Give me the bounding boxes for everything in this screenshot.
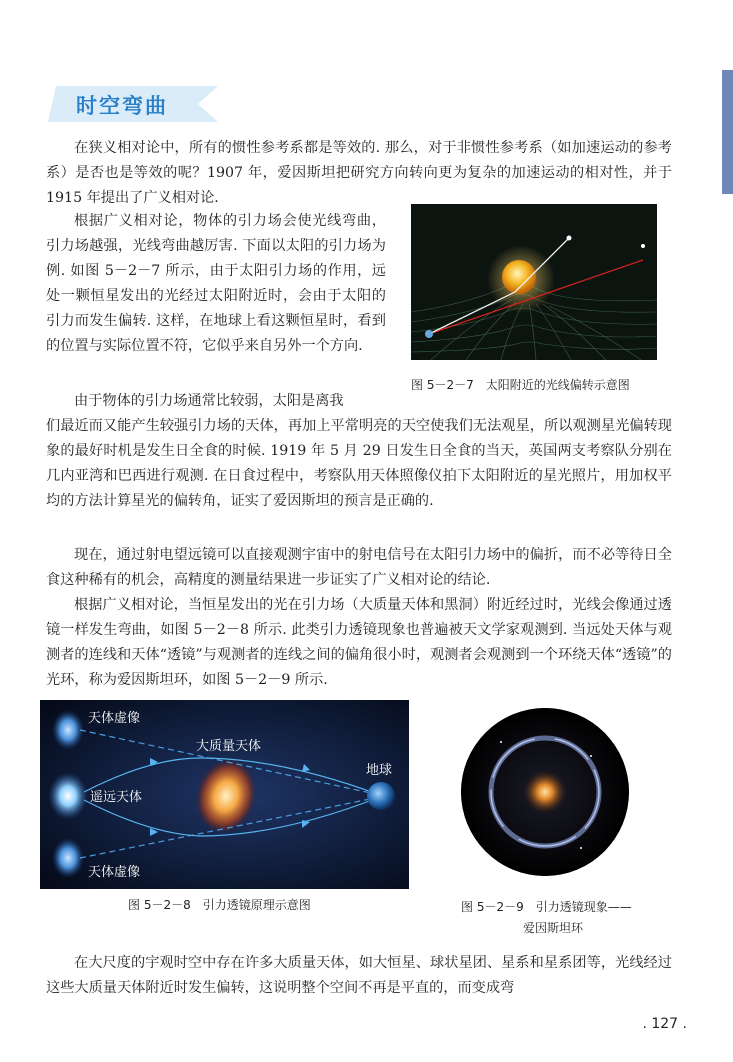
figure-5-2-8-caption: 图 5－2－8 引力透镜原理示意图 [128, 898, 311, 912]
paragraph-1: 在狭义相对论中，所有的惯性参考系都是等效的. 那么，对于非惯性参考系（如加速运动的参考系）是否也是等效的呢？1907 年，爱因斯坦把研究方向转向更为复杂的加速运动的相对性，并于 1915 年提出了广义相对论. [46, 140, 672, 206]
figure-5-2-9-caption-line2: 爱因斯坦环 [523, 921, 584, 935]
einstein-ring-photo [461, 708, 629, 876]
paragraph-5: 根据广义相对论，当恒星发出的光在引力场（大质量天体和黑洞）附近经过时，光线会像通过透镜一样发生弯曲，如图 5－2－8 所示. 此类引力透镜现象也普遍被天文学家观测到. 当远处天体与观测者的连线和天体“透镜”与观测者的连线之间的偏角很小时，观测者会观测到一个环绕天体“透镜”的光环，称为爱因斯坦环，如图 5－2－9 所示. [46, 597, 672, 688]
light-deflection-illustration [411, 204, 657, 360]
label-virtual-image-bottom: 天体虚像 [88, 865, 141, 880]
lensing-galaxy-icon [523, 770, 567, 814]
figure-light-deflection [411, 204, 657, 360]
section-title: 时空弯曲 [76, 94, 168, 118]
figure-5-2-7-caption: 图 5－2－7 太阳附近的光线偏转示意图 [411, 378, 630, 392]
label-earth: 地球 [366, 763, 393, 778]
virtual-image-bottom-icon [52, 838, 84, 878]
label-virtual-image-top: 天体虚像 [88, 711, 141, 726]
paragraph-4: 现在，通过射电望远镜可以直接观测宇宙中的射电信号在太阳引力场中的偏折，而不必等待日全食这种稀有的机会，高精度的测量结果进一步证实了广义相对论的结论. [46, 547, 672, 588]
figure-gravitational-lens [40, 700, 409, 889]
apparent-star-icon [641, 244, 645, 248]
label-distant-object: 遥远天体 [90, 790, 143, 805]
figure-einstein-ring [461, 708, 629, 876]
distant-object-icon [48, 772, 88, 820]
chapter-side-tab [722, 70, 733, 194]
figure-5-2-9-caption-line1: 图 5－2－9 引力透镜现象—— [461, 900, 632, 914]
section-title-banner [48, 86, 218, 122]
page-number: . 127 . [642, 1016, 687, 1032]
earth-icon [425, 330, 433, 338]
paragraph-6: 在大尺度的宇观时空中存在许多大质量天体，如大恒星、球状星团、星系和星系团等，光线经过这些大质量天体附近时发生偏转，这说明整个空间不再是平直的，而变成弯 [46, 955, 672, 996]
label-massive-object: 大质量天体 [196, 739, 262, 754]
gravitational-lens-diagram [40, 700, 409, 889]
star-icon [567, 236, 572, 241]
paragraph-3-rest: 们最近而又能产生较强引力场的天体，再加上平常明亮的天空使我们无法观星，所以观测星光偏转现象的最好时机是发生日全食的时候. 1919 年 5 月 29 日发生日全食的当天，英国两支考察队分别在几内亚湾和巴西进行观测. 在日食过程中，考察队用天体照像仪拍下太阳附近的星光照片，用加权平均的方法计算星光的偏转角，证实了爱因斯坦的预言是正确的. [46, 418, 672, 509]
paragraph-2: 根据广义相对论，物体的引力场会使光线弯曲，引力场越强，光线弯曲越厉害. 下面以太阳的引力场为例. 如图 5－2－7 所示，由于太阳引力场的作用，远处一颗恒星发出的光经过太阳附近时，会由于太阳的引力而发生偏转. 这样，在地球上看这颗恒星时，看到的位置与实际位置不符，它似乎来自另外一个方向. [46, 213, 386, 354]
virtual-image-top-icon [52, 710, 84, 750]
earth-icon [367, 782, 395, 810]
paragraph-3-start: 由于物体的引力场通常比较弱，太阳是离我 [74, 393, 344, 409]
